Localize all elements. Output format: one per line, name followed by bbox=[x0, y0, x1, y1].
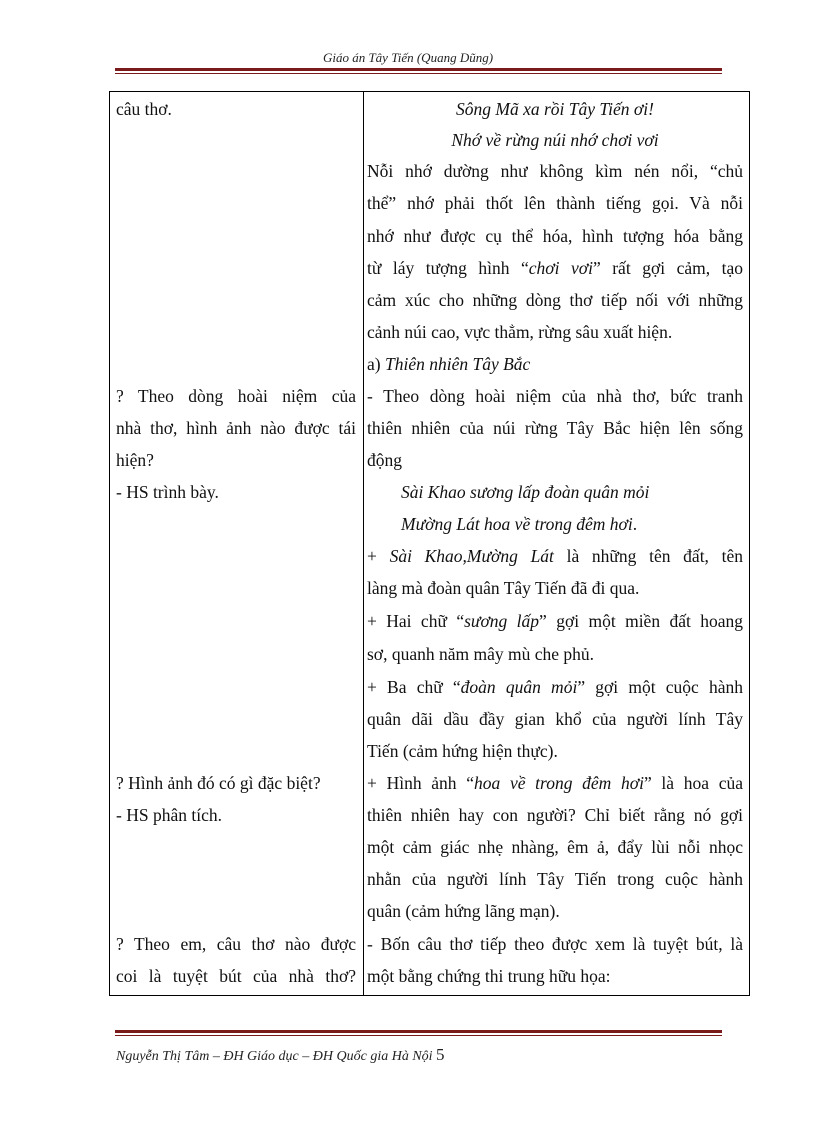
verse-line: Sài Khao sương lấp đoàn quân mỏi bbox=[401, 482, 650, 502]
paragraph-line: quân dãi dầu đầy gian khổ của người lính Tây bbox=[367, 709, 743, 729]
question-3: ? Theo em, câu thơ nào được bbox=[116, 934, 356, 954]
paragraph-line: - Theo dòng hoài niệm của nhà thơ, bức tranh bbox=[367, 386, 743, 406]
question-2: ? Hình ảnh đó có gì đặc biệt? bbox=[116, 773, 321, 793]
text-run: ” rất gợi cảm, tạo bbox=[592, 258, 743, 278]
paragraph-line: thể” nhớ phải thốt lên thành tiếng gọi. Và nỗi bbox=[367, 193, 743, 213]
text-run: chơi vơi bbox=[528, 258, 593, 278]
text-run: ” gợi một miền đất hoang bbox=[539, 611, 744, 631]
page-number: 5 bbox=[436, 1045, 445, 1064]
text-run: a) bbox=[367, 354, 385, 374]
paragraph-line: làng mà đoàn quân Tây Tiến đã đi qua. bbox=[367, 578, 640, 598]
paragraph-line: cảm xúc cho những dòng thơ tiếp nối với những bbox=[367, 290, 743, 310]
question-1: hiện? bbox=[116, 450, 154, 470]
text-run: + Hình ảnh “ bbox=[367, 773, 474, 793]
footer-author: Nguyễn Thị Tâm – ĐH Giáo dục – ĐH Quốc gia Hà Nội bbox=[116, 1049, 437, 1064]
text-run: . bbox=[632, 514, 638, 534]
text-run: Thiên nhiên Tây Bắc bbox=[384, 354, 531, 374]
text-run: sương lấp bbox=[464, 611, 540, 631]
footer-rule bbox=[115, 1030, 722, 1036]
text-run: + Hai chữ “ bbox=[367, 611, 465, 631]
text-run: đoàn quân mỏi bbox=[460, 677, 578, 697]
paragraph-line: - Bốn câu thơ tiếp theo được xem là tuyệt bút, là bbox=[367, 934, 743, 954]
page-header-title: Giáo án Tây Tiến (Quang Dũng) bbox=[322, 50, 494, 65]
paragraph-line: một cảm giác nhẹ nhàng, êm ả, đẩy lùi nỗi nhọc bbox=[367, 837, 743, 857]
header-rule bbox=[115, 68, 722, 74]
answer-2: - HS phân tích. bbox=[116, 805, 222, 825]
left-text: câu thơ. bbox=[116, 99, 172, 119]
section-heading bbox=[367, 354, 743, 374]
text-run: là những tên đất, tên bbox=[553, 546, 743, 566]
paragraph-line: nhằn của người lính Tây Tiến trong cuộc hành bbox=[367, 869, 743, 889]
answer-1: - HS trình bày. bbox=[116, 482, 219, 502]
verse-line: Sông Mã xa rồi Tây Tiến ơi! bbox=[456, 99, 654, 119]
verse-line: Nhớ về rừng núi nhớ chơi vơi bbox=[451, 130, 659, 150]
paragraph-line bbox=[367, 611, 743, 631]
text-run: Mường Lát hoa về trong đêm hơi bbox=[401, 514, 633, 534]
paragraph-line: cảnh núi cao, vực thẳm, rừng sâu xuất hiện. bbox=[367, 322, 673, 342]
paragraph-line: thiên nhiên của núi rừng Tây Bắc hiện lên sống bbox=[367, 418, 743, 438]
text-run: ” gợi một cuộc hành bbox=[577, 677, 743, 697]
paragraph-line bbox=[367, 677, 743, 697]
question-1: ? Theo dòng hoài niệm của bbox=[116, 386, 356, 406]
page-footer bbox=[116, 1045, 445, 1065]
paragraph-line bbox=[367, 258, 743, 278]
paragraph-line: Tiến (cảm hứng hiện thực). bbox=[367, 741, 558, 761]
text-run: hoa về trong đêm hơi bbox=[474, 773, 644, 793]
paragraph-line: động bbox=[367, 450, 402, 470]
paragraph-line: thiên nhiên hay con người? Chỉ biết rằng nó gợi bbox=[367, 805, 743, 825]
question-1: nhà thơ, hình ảnh nào được tái bbox=[116, 418, 356, 438]
paragraph-line bbox=[367, 546, 743, 566]
text-run: + Ba chữ “ bbox=[367, 677, 461, 697]
question-3: coi là tuyệt bút của nhà thơ? bbox=[116, 966, 356, 986]
text-run: Sài Khao,Mường Lát bbox=[389, 546, 554, 566]
paragraph-line: một bằng chứng thi trung hữu họa: bbox=[367, 966, 611, 986]
text-run: ” là hoa của bbox=[643, 773, 743, 793]
paragraph-line: quân (cảm hứng lãng mạn). bbox=[367, 901, 560, 921]
text-run: + bbox=[367, 546, 390, 566]
paragraph-line: Nỗi nhớ dường như không kìm nén nổi, “chủ bbox=[367, 161, 743, 181]
column-divider bbox=[363, 92, 364, 995]
text-run: từ láy tượng hình “ bbox=[367, 258, 529, 278]
paragraph-line bbox=[367, 773, 743, 793]
paragraph-line: sơ, quanh năm mây mù che phủ. bbox=[367, 644, 594, 664]
paragraph-line: nhớ như được cụ thể hóa, hình tượng hóa bằng bbox=[367, 226, 743, 246]
verse-line bbox=[401, 514, 637, 534]
